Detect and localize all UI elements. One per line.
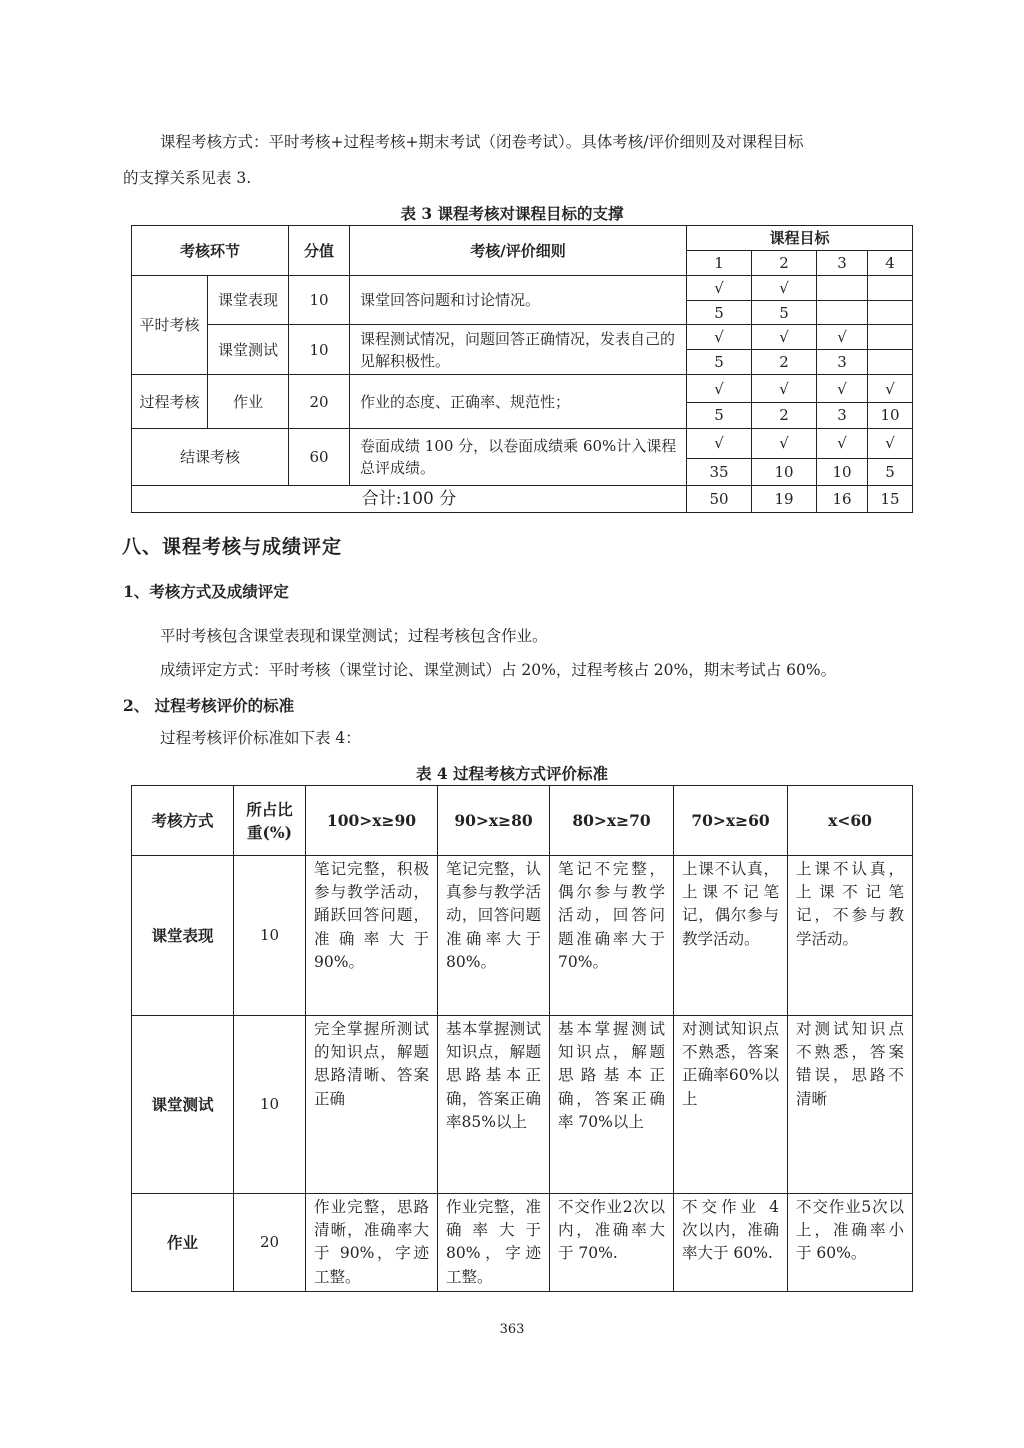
sub2-title: 2、 过程考核评价的标准	[123, 696, 295, 715]
total-label: 合计:100 分	[132, 485, 687, 512]
weight-cell: 2	[752, 402, 817, 428]
weight-cell: 35	[687, 458, 752, 485]
t4-header-grade-b: 90>x≥80	[438, 786, 550, 856]
sub1-paragraph-1: 平时考核包含课堂表现和课堂测试；过程考核包含作业。	[160, 627, 548, 645]
check-cell: √	[868, 428, 913, 458]
goal-num-2: 2	[752, 251, 817, 276]
check-cell: √	[687, 428, 752, 458]
table4	[131, 785, 912, 1290]
total-value: 50	[687, 485, 752, 512]
table3-caption: 表 3 课程考核对课程目标的支撑	[400, 204, 624, 223]
t4-criteria-cell: 作业完整，准确率大于80%，字迹工整。	[438, 1194, 550, 1292]
t4-row-method: 课堂测试	[132, 1016, 234, 1194]
t4-header-grade-c: 80>x≥70	[550, 786, 674, 856]
goal-num-4: 4	[868, 251, 913, 276]
t4-criteria-cell: 完全掌握所测试的知识点，解题思路清晰、答案正确	[306, 1016, 438, 1194]
row-jieke: 结课考核	[132, 428, 289, 485]
check-cell: √	[868, 375, 913, 402]
t4-criteria-cell: 基本掌握测试知识点，解题思路基本正确，答案正确率85%以上	[438, 1016, 550, 1194]
t4-criteria-cell: 上课不认真，上课不记笔记，不参与教学活动。	[788, 856, 913, 1016]
t4-criteria-cell: 笔记不完整，偶尔参与教学活动，回答问题准确率大于 70%。	[550, 856, 674, 1016]
weight-cell: 5	[752, 301, 817, 325]
total-value: 19	[752, 485, 817, 512]
goal-num-1: 1	[687, 251, 752, 276]
detail-ketang-biaoxian: 课堂回答问题和讨论情况。	[350, 276, 687, 325]
t4-criteria-cell: 笔记完整，积极参与教学活动，踊跃回答问题，准确率大于 90%。	[306, 856, 438, 1016]
score-zuoye: 20	[289, 375, 350, 428]
t4-criteria-cell: 笔记完整，认真参与教学活动，回答问题准确率大于 80%。	[438, 856, 550, 1016]
weight-cell: 5	[868, 458, 913, 485]
t4-header-grade-a: 100>x≥90	[306, 786, 438, 856]
t4-row-weight: 10	[234, 1016, 306, 1194]
table3	[131, 225, 912, 513]
score-ketang-biaoxian: 10	[289, 276, 350, 325]
weight-cell: 5	[687, 350, 752, 375]
t4-header-grade-d: 70>x≥60	[674, 786, 788, 856]
weight-cell	[868, 350, 913, 375]
check-cell: √	[687, 276, 752, 301]
total-value: 16	[817, 485, 868, 512]
check-cell	[868, 276, 913, 301]
check-cell: √	[687, 325, 752, 350]
section-8-title: 八、课程考核与成绩评定	[122, 536, 343, 558]
t4-header-method: 考核方式	[132, 786, 234, 856]
score-ketang-ceshi: 10	[289, 325, 350, 375]
intro-line-2: 的支撑关系见表 3.	[123, 169, 252, 187]
total-value: 15	[868, 485, 913, 512]
score-jieke: 60	[289, 428, 350, 485]
t4-criteria-cell: 上课不认真，上课不记笔记，偶尔参与教学活动。	[674, 856, 788, 1016]
check-cell: √	[817, 375, 868, 402]
check-cell: √	[687, 375, 752, 402]
sub2-paragraph-1: 过程考核评价标准如下表 4：	[160, 729, 361, 747]
t4-row-method: 作业	[132, 1194, 234, 1292]
check-cell: √	[817, 428, 868, 458]
t4-criteria-cell: 不交作业5次以上，准确率小于 60%。	[788, 1194, 913, 1292]
header-segment: 考核环节	[132, 226, 289, 276]
detail-ketang-ceshi: 课程测试情况，问题回答正确情况，发表自己的见解积极性。	[350, 325, 687, 375]
check-cell: √	[752, 428, 817, 458]
t4-criteria-cell: 对测试知识点不熟悉，答案正确率60%以上	[674, 1016, 788, 1194]
sub1-paragraph-2: 成绩评定方式：平时考核（课堂讨论、课堂测试）占 20%，过程考核占 20%，期末考试占 60%。	[160, 661, 837, 679]
check-cell: √	[752, 276, 817, 301]
table4-caption: 表 4 过程考核方式评价标准	[415, 764, 609, 783]
t4-criteria-cell: 作业完整，思路清晰，准确率大于 90%，字迹工整。	[306, 1194, 438, 1292]
row-ketang-ceshi: 课堂测试	[208, 325, 289, 375]
header-score: 分值	[289, 226, 350, 276]
row-pingshi: 平时考核	[132, 276, 208, 375]
weight-cell: 2	[752, 350, 817, 375]
t4-criteria-cell: 对测试知识点不熟悉，答案错误，思路不清晰	[788, 1016, 913, 1194]
check-cell: √	[752, 375, 817, 402]
detail-zuoye: 作业的态度、正确率、规范性；	[350, 375, 687, 428]
weight-cell: 3	[817, 402, 868, 428]
header-detail: 考核/评价细则	[350, 226, 687, 276]
weight-cell: 10	[868, 402, 913, 428]
row-zuoye: 作业	[208, 375, 289, 428]
check-cell: √	[752, 325, 817, 350]
check-cell: √	[817, 325, 868, 350]
sub1-title: 1、考核方式及成绩评定	[123, 582, 289, 601]
t4-row-method: 课堂表现	[132, 856, 234, 1016]
row-guocheng: 过程考核	[132, 375, 208, 428]
weight-cell: 10	[817, 458, 868, 485]
goal-num-3: 3	[817, 251, 868, 276]
t4-criteria-cell: 不交作业2次以内，准确率大于 70%.	[550, 1194, 674, 1292]
t4-criteria-cell: 基本掌握测试知识点，解题思路基本正确，答案正确率 70%以上	[550, 1016, 674, 1194]
t4-row-weight: 10	[234, 856, 306, 1016]
header-goals: 课程目标	[687, 226, 913, 251]
weight-cell: 10	[752, 458, 817, 485]
t4-header-weight: 所占比重(%)	[234, 786, 306, 856]
weight-cell	[868, 301, 913, 325]
weight-cell: 5	[687, 402, 752, 428]
check-cell	[868, 325, 913, 350]
detail-jieke: 卷面成绩 100 分，以卷面成绩乘 60%计入课程总评成绩。	[350, 428, 687, 485]
t4-criteria-cell: 不交作业 4 次以内，准确率大于 60%.	[674, 1194, 788, 1292]
weight-cell: 3	[817, 350, 868, 375]
row-ketang-biaoxian: 课堂表现	[208, 276, 289, 325]
weight-cell: 5	[687, 301, 752, 325]
check-cell	[817, 276, 868, 301]
page-number: 363	[499, 1322, 525, 1337]
intro-line-1: 课程考核方式：平时考核+过程考核+期末考试（闭卷考试）。具体考核/评价细则及对课程目标	[160, 133, 804, 151]
weight-cell	[817, 301, 868, 325]
t4-header-grade-e: x<60	[788, 786, 913, 856]
t4-row-weight: 20	[234, 1194, 306, 1292]
